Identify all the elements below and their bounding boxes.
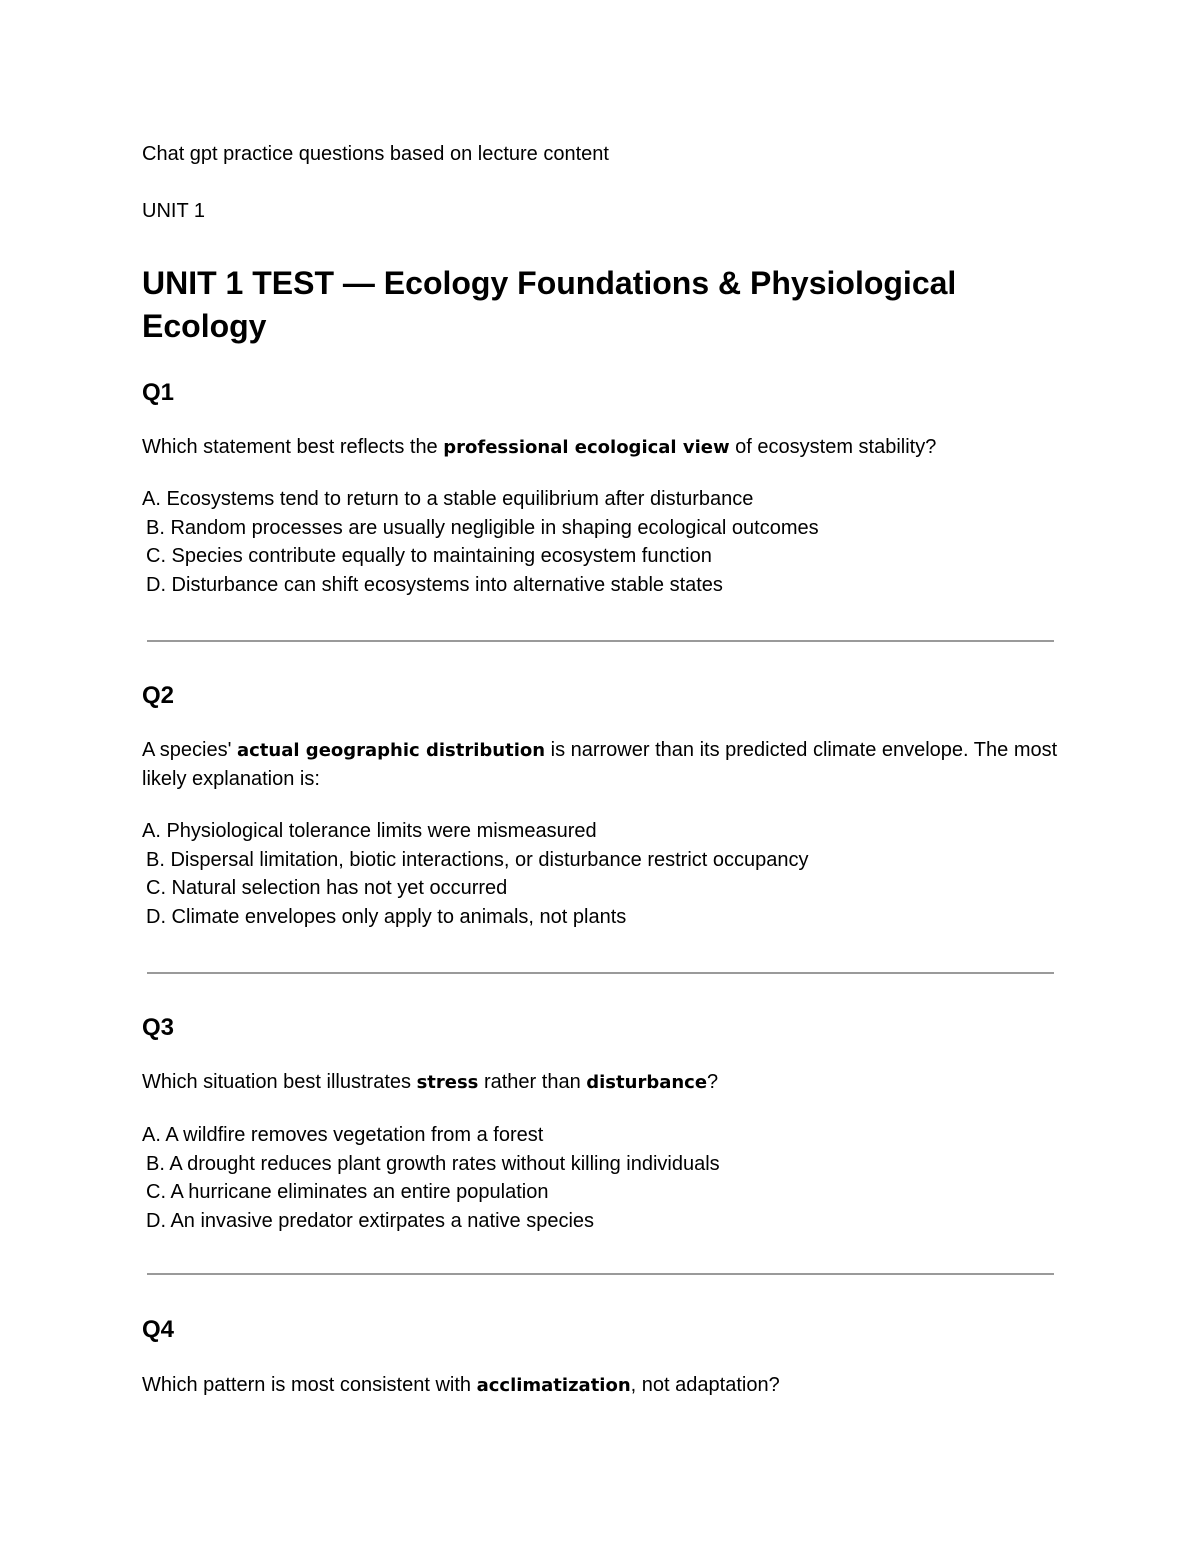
question-heading: Q3 <box>142 1014 175 1041</box>
answer-option: A. Ecosystems tend to return to a stable equilibrium after disturbance <box>142 488 754 510</box>
answer-option: D. Disturbance can shift ecosystems into alternative stable states <box>146 574 723 597</box>
horizontal-divider <box>147 640 1054 642</box>
stem-emphasis: acclimatization <box>476 1375 631 1396</box>
document-subtitle: Chat gpt practice questions based on lecture content <box>142 143 609 165</box>
answer-option: C. Species contribute equally to maintaining ecosystem function <box>146 545 712 568</box>
answer-option: C. Natural selection has not yet occurred <box>146 877 508 900</box>
answer-option: A. A wildfire removes vegetation from a forest <box>142 1124 544 1146</box>
horizontal-divider <box>147 1273 1054 1275</box>
answer-option: B. Random processes are usually negligible in shaping ecological outcomes <box>146 516 819 539</box>
stem-emphasis: professional ecological view <box>443 437 730 458</box>
answer-option: D. Climate envelopes only apply to animals, not plants <box>146 906 627 929</box>
question-heading: Q2 <box>142 682 175 709</box>
question-heading: Q4 <box>142 1316 175 1343</box>
question-stem: Which statement best reflects the professional ecological view of ecosystem stability? <box>142 436 937 458</box>
question-stem: A species' actual geographic distribution is narrower than its predicted climate envelope. The most likely explanation is: <box>142 739 1058 790</box>
answer-option: A. Physiological tolerance limits were mismeasured <box>142 820 597 842</box>
answer-option: B. A drought reduces plant growth rates without killing individuals <box>146 1152 720 1175</box>
answer-options <box>142 817 1058 932</box>
answer-option: D. An invasive predator extirpates a native species <box>146 1210 595 1233</box>
stem-emphasis: actual geographic distribution <box>236 740 546 761</box>
document-title: UNIT 1 TEST — Ecology Foundations & Physiological Ecology <box>142 265 957 344</box>
question-heading: Q1 <box>142 379 175 406</box>
stem-emphasis: disturbance <box>586 1072 708 1093</box>
unit-label: UNIT 1 <box>142 200 205 222</box>
answer-option: B. Dispersal limitation, biotic interactions, or disturbance restrict occupancy <box>146 848 809 871</box>
answer-option: C. A hurricane eliminates an entire population <box>146 1181 549 1204</box>
stem-emphasis: stress <box>416 1072 479 1093</box>
question-stem: Which situation best illustrates stress rather than disturbance? <box>142 1071 719 1093</box>
answer-options <box>142 485 1058 600</box>
answer-options <box>142 1121 1058 1236</box>
horizontal-divider <box>147 972 1054 974</box>
question-stem: Which pattern is most consistent with acclimatization, not adaptation? <box>142 1374 780 1396</box>
